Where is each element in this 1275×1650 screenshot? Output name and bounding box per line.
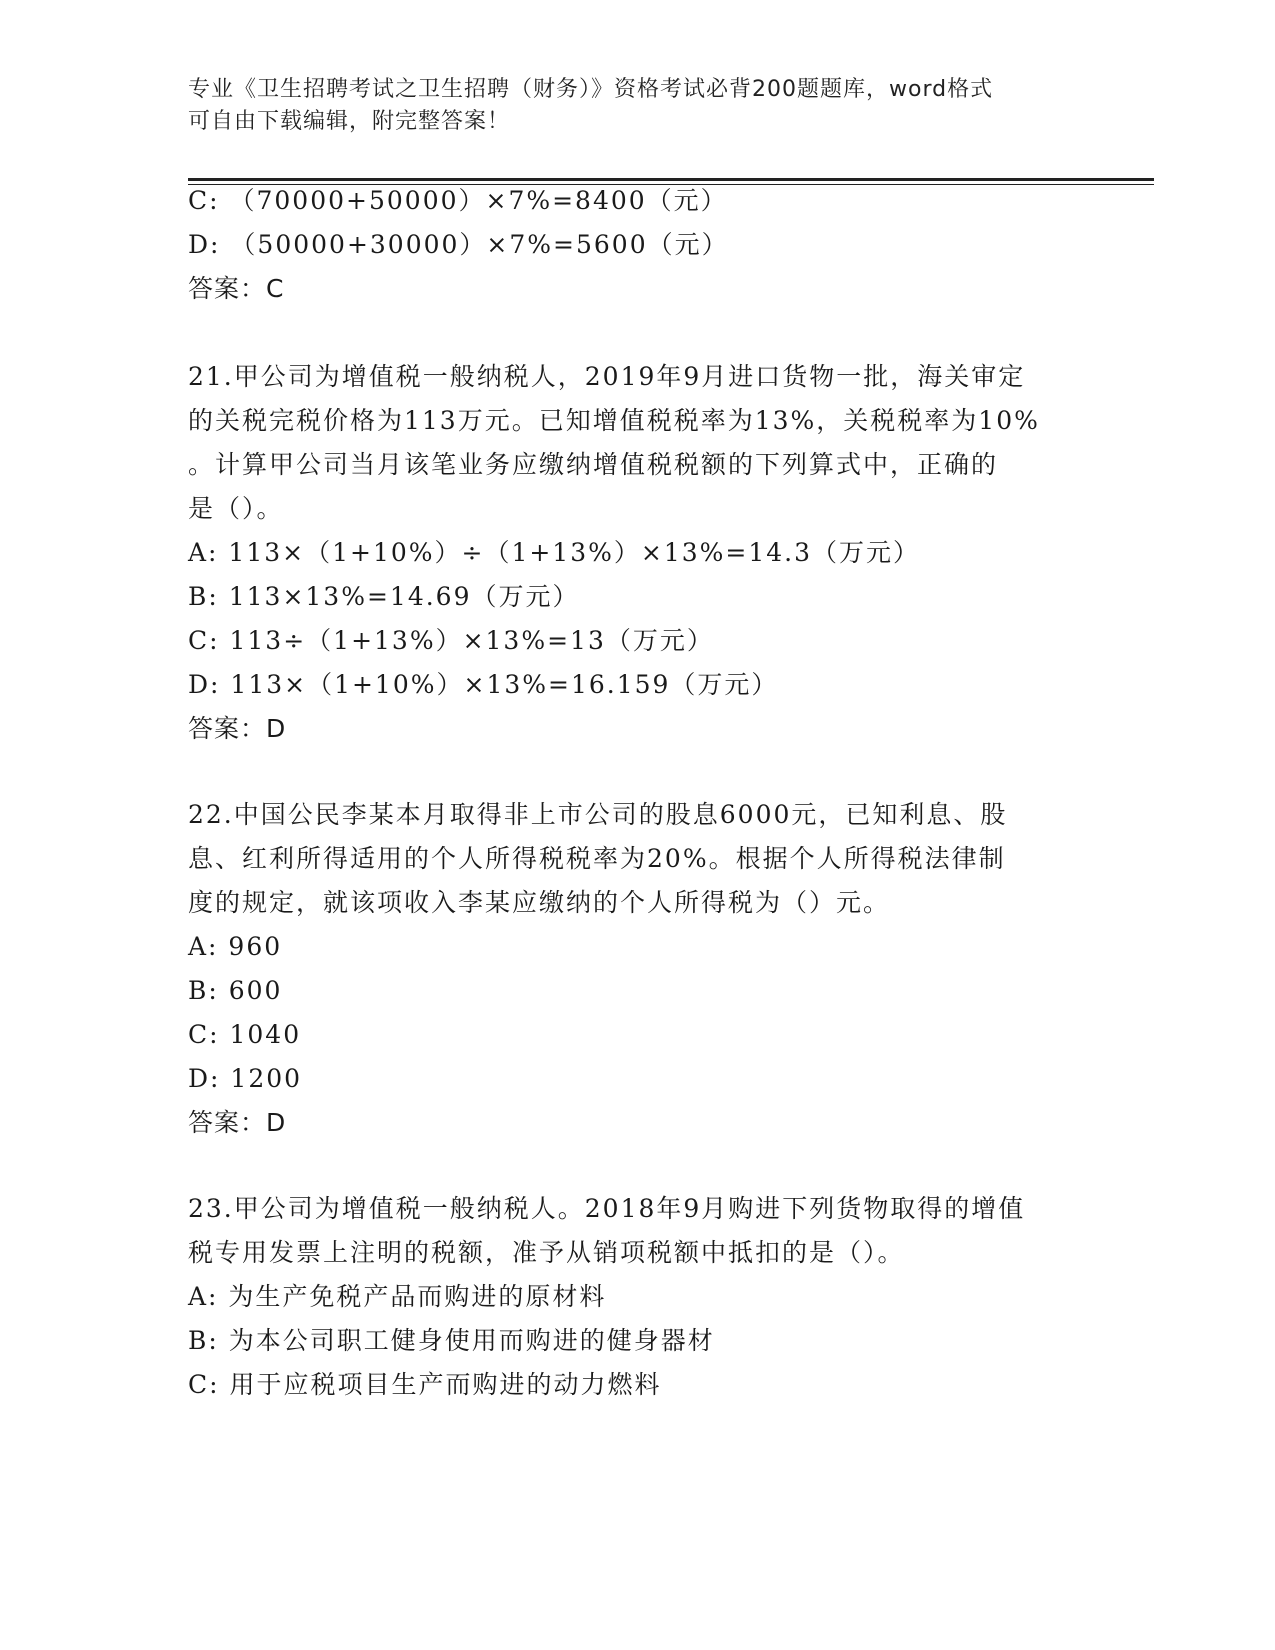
q21-stem-line2: 的关税完税价格为113万元。已知增值税税率为13%，关税税率为10% xyxy=(188,406,1040,435)
header-rule-thick xyxy=(188,178,1154,181)
q23-stem-line1: 23.甲公司为增值税一般纳税人。2018年9月购进下列货物取得的增值 xyxy=(188,1194,1026,1223)
q21-answer: 答案：D xyxy=(188,714,287,743)
q21-option-d: D: 113×（1+10%）×13%=16.159（万元） xyxy=(188,670,779,699)
q22-option-d: D: 1200 xyxy=(188,1064,303,1093)
q23-stem-line2: 税专用发票上注明的税额，准予从销项税额中抵扣的是（）。 xyxy=(188,1238,905,1267)
prev-option-c: C: （70000+50000）×7%=8400（元） xyxy=(188,186,728,215)
q23-option-c: C: 用于应税项目生产而购进的动力燃料 xyxy=(188,1370,662,1399)
q22-stem-line1: 22.中国公民李某本月取得非上市公司的股息6000元，已知利息、股 xyxy=(188,800,1008,829)
q22-option-b: B: 600 xyxy=(188,976,283,1005)
q21-option-b: B: 113×13%=14.69（万元） xyxy=(188,582,580,611)
q21-stem-line1: 21.甲公司为增值税一般纳税人，2019年9月进口货物一批，海关审定 xyxy=(188,362,1026,391)
q22-answer: 答案：D xyxy=(188,1108,287,1137)
q22-stem-line3: 度的规定，就该项收入李某应缴纳的个人所得税为（）元。 xyxy=(188,888,891,917)
q21-stem-line4: 是（）。 xyxy=(188,494,284,523)
q21-option-a: A: 113×（1+10%）÷（1+13%）×13%=14.3（万元） xyxy=(188,538,921,567)
q22-option-a: A: 960 xyxy=(188,932,283,961)
q21-option-c: C: 113÷（1+13%）×13%=13（万元） xyxy=(188,626,714,655)
q22-option-c: C: 1040 xyxy=(188,1020,302,1049)
q21-stem-line3: 。计算甲公司当月该笔业务应缴纳增值税税额的下列算式中，正确的 xyxy=(188,450,999,479)
prev-option-d: D: （50000+30000）×7%=5600（元） xyxy=(188,230,729,259)
header-title-line1: 专业《卫生招聘考试之卫生招聘（财务）》资格考试必背200题题库，word格式 xyxy=(188,77,994,102)
q23-option-b: B: 为本公司职工健身使用而购进的健身器材 xyxy=(188,1326,715,1355)
page-header xyxy=(188,74,1088,138)
q23-option-a: A: 为生产免税产品而购进的原材料 xyxy=(188,1282,607,1311)
q22-stem-line2: 息、红利所得适用的个人所得税税率为20%。根据个人所得税法律制 xyxy=(188,844,1006,873)
prev-answer: 答案：C xyxy=(188,274,285,303)
header-title-line2: 可自由下载编辑，附完整答案！ xyxy=(188,109,511,134)
